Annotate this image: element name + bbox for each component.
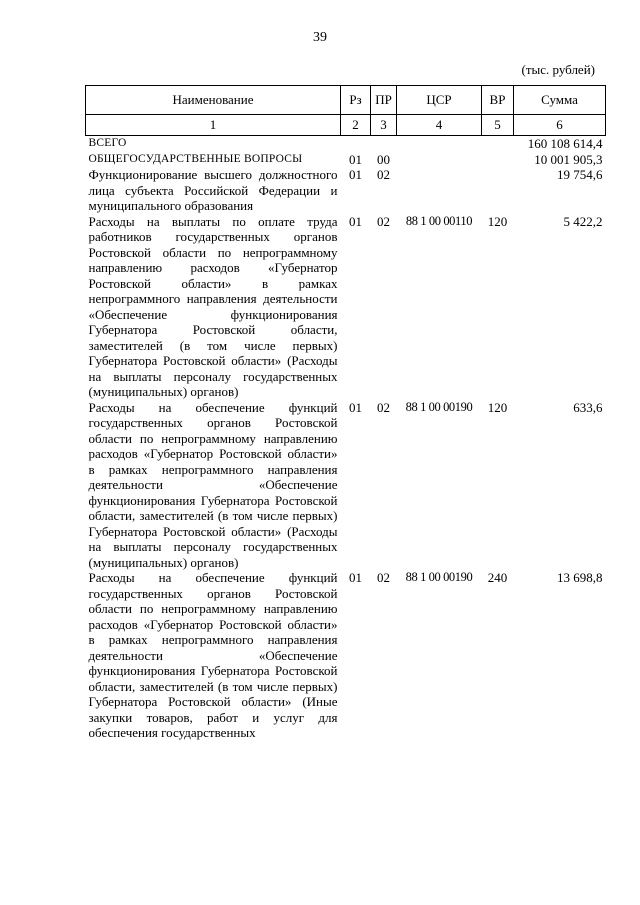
header-vr: ВР: [482, 86, 514, 115]
header-csr: ЦСР: [397, 86, 482, 115]
row-rz: 01: [349, 399, 362, 415]
header-name: Наименование: [86, 86, 341, 115]
row-name: Расходы на выплаты по оплате труда работников государственных органов Ростовской области по непрограммному направлению расходов «Губернатор Ростовской области» в рамках непрограммного направления деятельности «Обеспечение функционирования Губернатора Ростовской области, заместителей (в том числе первых) Губернатора Ростовской области» (Расходы на выплаты персоналу государственных (муниципальных) органов): [88, 213, 338, 399]
header-pr: ПР: [371, 86, 397, 115]
header-rz: Рз: [341, 86, 371, 115]
row-rz: [341, 136, 371, 152]
row-rz: 01: [349, 570, 362, 585]
row-csr: [397, 152, 482, 168]
row-vr: [482, 152, 514, 168]
row-csr: 88 1 00 00110: [405, 213, 473, 228]
row-csr: [397, 167, 482, 214]
row-pr: 02: [377, 399, 390, 415]
row-sum: 19 754,6: [557, 167, 603, 182]
header-number: 4: [397, 115, 482, 136]
row-pr: 02: [377, 167, 390, 182]
row-name: Расходы на обеспечение функций государственных органов Ростовской области по непрограммному направлению расходов «Губернатор Ростовской области» в рамках непрограммного направления деятельности «Обеспечение функционирования Губернатора Ростовской области, заместителей (в том числе первых) Губернатора Ростовской области» (Расходы на выплаты персоналу государственных (муниципальных) органов): [88, 399, 338, 570]
table-row: [86, 214, 606, 400]
table-row: [86, 136, 606, 152]
header-row: [86, 86, 606, 115]
row-name: ОБЩЕГОСУДАРСТВЕННЫЕ ВОПРОСЫ: [88, 152, 303, 165]
row-vr: [482, 136, 514, 152]
header-number: 3: [371, 115, 397, 136]
row-vr: 120: [487, 399, 508, 415]
row-sum: 10 001 905,3: [534, 151, 603, 167]
row-vr: 120: [487, 213, 508, 229]
header-sum: Сумма: [514, 86, 606, 115]
header-number-row: [86, 115, 606, 136]
row-sum: 160 108 614,4: [527, 136, 603, 151]
row-pr: 02: [377, 213, 390, 229]
row-sum: 5 422,2: [563, 213, 603, 229]
table-row: [86, 400, 606, 571]
header-number: 5: [482, 115, 514, 136]
header-number: 2: [341, 115, 371, 136]
row-vr: 240: [487, 570, 508, 585]
table-row: [86, 570, 606, 741]
row-sum: 633,6: [573, 399, 603, 415]
row-rz: 01: [349, 213, 362, 229]
page-number: 39: [313, 30, 327, 45]
row-name: Функционирование высшего должностного лица субъекта Российской Федерации и муниципального образования: [88, 167, 338, 213]
row-sum: 13 698,8: [557, 570, 603, 585]
row-vr: [482, 167, 514, 214]
row-name: Расходы на обеспечение функций государственных органов Ростовской области по непрограммному направлению расходов «Губернатор Ростовской области» в рамках непрограммного направления деятельности «Обеспечение функционирования Губернатора Ростовской области, заместителей (в том числе первых) Губернатора Ростовской области» (Иные закупки товаров, работ и услуг для обеспечения государственных: [88, 570, 338, 740]
row-pr: [371, 136, 397, 152]
header-number: 1: [86, 115, 341, 136]
row-csr: [397, 136, 482, 152]
unit-note: (тыс. рублей): [521, 62, 595, 77]
row-csr: 88 1 00 00190: [405, 570, 473, 584]
budget-table: [85, 85, 606, 741]
row-name: ВСЕГО: [88, 137, 127, 149]
header-number: 6: [514, 115, 606, 136]
row-pr: 02: [377, 570, 390, 585]
row-rz: 01: [349, 151, 362, 167]
row-rz: 01: [349, 167, 362, 182]
table-row: [86, 167, 606, 214]
row-pr: 00: [377, 151, 390, 167]
row-csr: 88 1 00 00190: [405, 399, 473, 414]
table-row: [86, 152, 606, 168]
